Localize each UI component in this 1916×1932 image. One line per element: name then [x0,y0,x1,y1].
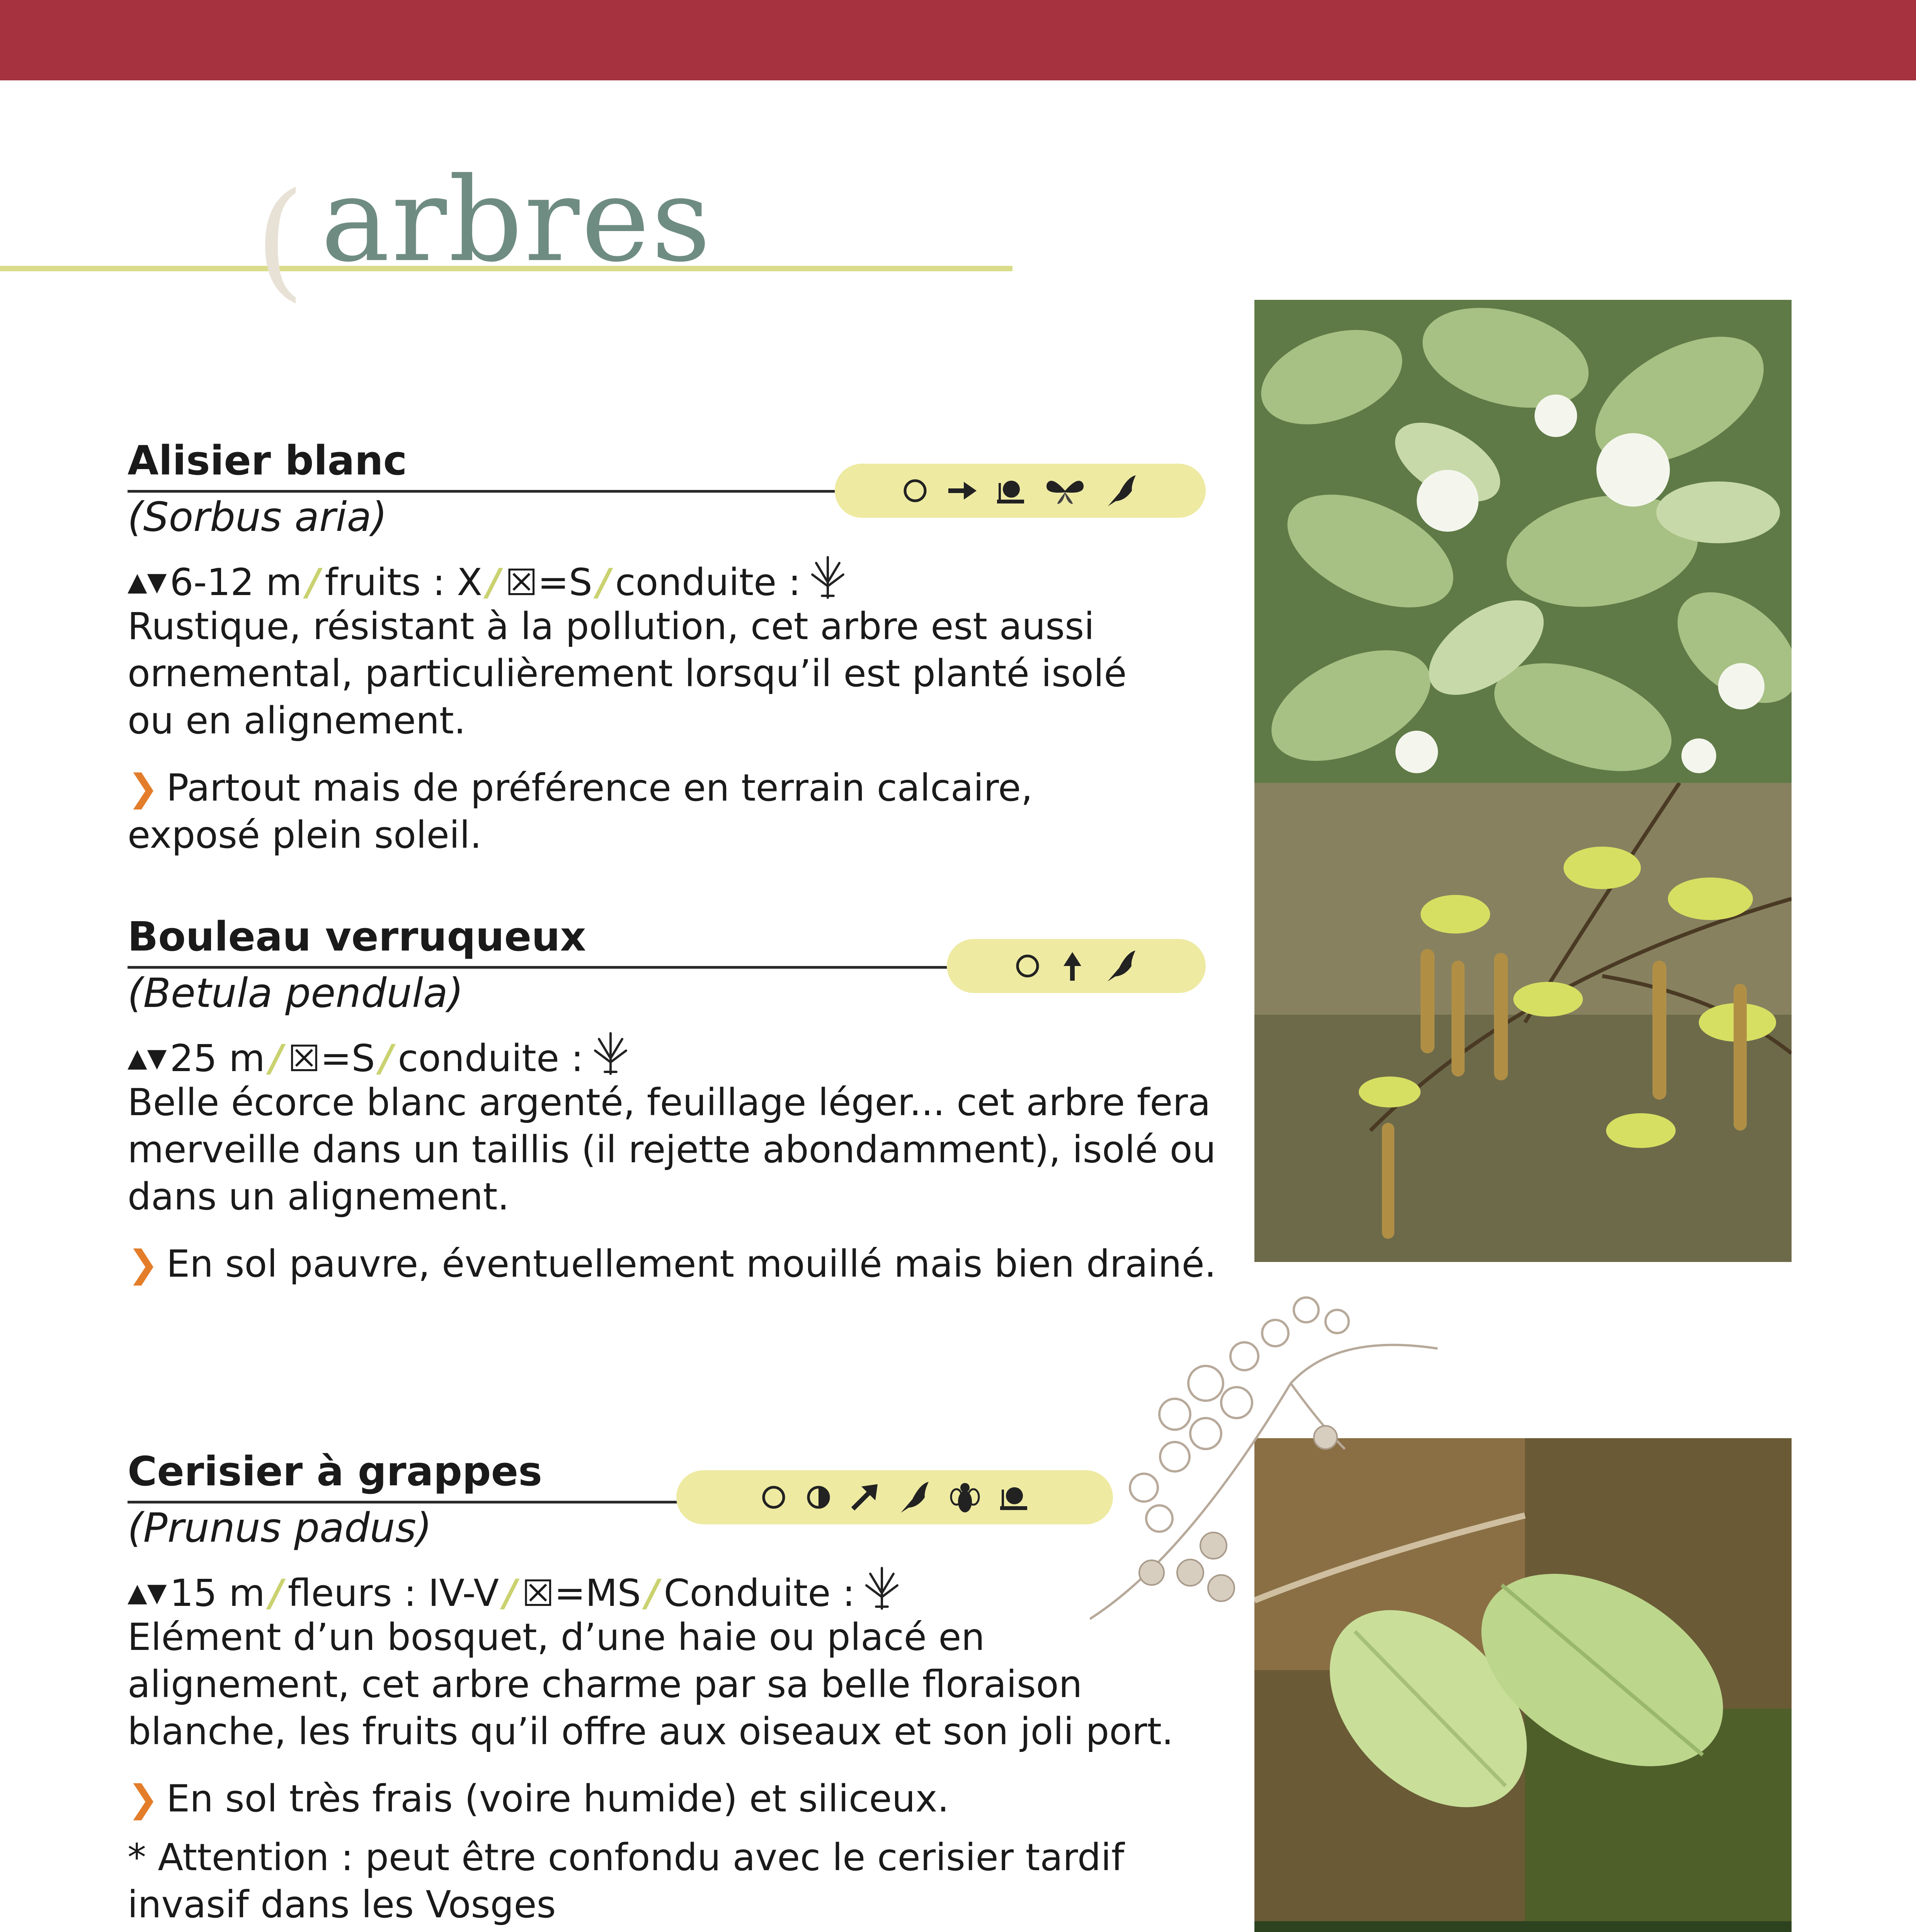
circle-icon [1014,952,1041,980]
conduite-label: Conduite : [664,1571,855,1615]
species-habitat [128,1775,949,1822]
species-meta [128,1029,630,1082]
separator: / [269,1571,283,1615]
species-name: Bouleau verruqueux [128,913,586,960]
height-icon: ▲▼ [128,567,167,597]
description-line: Elément d’un bosquet, d’une haie ou placé en [128,1616,985,1659]
arrow-right-icon [946,477,977,504]
description-line: dans un alignement. [128,1175,509,1218]
coppice-icon [591,1029,630,1082]
description-line: merveille dans un taillis (il rejette abondamment), isolé ou [128,1128,1216,1171]
soil-box-icon: ☒ [288,1038,321,1080]
soil-value: =S [538,561,592,604]
height-value: 6-12 m [170,561,302,604]
height-value: 15 m [170,1571,265,1615]
chevron-icon: ❯ [128,1242,159,1286]
title-parenthesis: ( [255,165,305,314]
species-name-rule [128,490,870,493]
species-habitat [128,1240,1216,1287]
species-icons-alisier [835,464,1206,518]
top-color-band [0,0,1916,80]
species-icons-cerisier [676,1470,1113,1524]
bird-icon [1104,949,1138,983]
note-line: invasif dans les Vosges [128,1883,556,1926]
height-icon: ▲▼ [128,1578,167,1607]
species-meta [128,553,847,605]
separator: / [379,1037,393,1080]
habitat-line: En sol très frais (voire humide) et siliceux. [166,1777,949,1820]
fruits-value: fruits : X [325,561,483,604]
coppice-icon [808,553,847,605]
species-warning-note [128,1834,1124,1928]
conduite-label: conduite : [615,561,801,604]
separator: / [269,1037,283,1080]
conduite-label: conduite : [398,1037,584,1080]
soil-box-icon: ☒ [522,1573,555,1615]
separator: / [597,561,611,604]
description-line: ou en alignement. [128,699,466,742]
species-description [128,603,1127,744]
cherry-blossom-sketch [1090,1287,1457,1634]
description-line: blanche, les fruits qu’il offre aux oiseaux et son joli port. [128,1710,1174,1753]
snail-icon [998,1482,1029,1513]
flowers-value: fleurs : IV-V [288,1571,499,1615]
page-title: arbres [321,153,713,287]
species-name: Cerisier à grappes [128,1448,543,1495]
half-circle-icon [805,1484,832,1511]
bee-icon [949,1480,980,1515]
circle-icon [760,1484,787,1511]
arrow-up-icon [1059,951,1086,981]
species-latin-name: (Betula pendula) [128,969,464,1017]
snail-icon [995,475,1026,506]
note-line: * Attention : peut être confondu avec le cerisier tardif [128,1836,1125,1879]
species-description [128,1614,1174,1755]
species-name-rule [128,1501,715,1503]
chevron-icon: ❯ [128,1777,159,1820]
chevron-icon: ❯ [128,766,159,810]
species-name-rule [128,966,962,969]
photo-erable-champetre [1254,1921,1792,1932]
habitat-line: exposé plein soleil. [128,813,482,857]
separator: / [504,1571,517,1615]
coppice-icon [863,1564,901,1616]
description-line: Rustique, résistant à la pollution, cet arbre est aussi [128,605,1094,648]
height-icon: ▲▼ [128,1043,167,1073]
species-name: Alisier blanc [128,437,407,484]
soil-value: =S [320,1037,375,1080]
habitat-line: Partout mais de préférence en terrain calcaire, [166,766,1033,810]
species-habitat [128,764,1033,859]
butterfly-icon [1044,475,1086,506]
species-latin-name: (Prunus padus) [128,1504,432,1551]
separator: / [306,561,320,604]
habitat-line: En sol pauvre, éventuellement mouillé mais bien drainé. [166,1242,1217,1286]
description-line: Belle écorce blanc argenté, feuillage léger... cet arbre fera [128,1081,1211,1124]
species-meta [128,1564,901,1616]
circle-icon [902,477,929,504]
description-line: alignement, cet arbre charme par sa belle floraison [128,1663,1082,1706]
description-line: ornemental, particulièrement lorsqu’il est planté isolé [128,652,1127,695]
separator: / [645,1571,659,1615]
soil-box-icon: ☒ [505,562,538,604]
bird-icon [897,1480,932,1515]
species-latin-name: (Sorbus aria) [128,493,387,541]
photo-bouleau-verruqueux [1254,783,1792,1262]
photo-alisier-blanc [1254,300,1792,783]
soil-value: =MS [554,1571,641,1615]
species-icons-bouleau [947,939,1206,993]
species-description [128,1079,1216,1220]
separator: / [487,561,501,604]
height-value: 25 m [170,1037,265,1080]
arrow-diagonal-icon [850,1483,879,1512]
bird-icon [1104,473,1139,508]
